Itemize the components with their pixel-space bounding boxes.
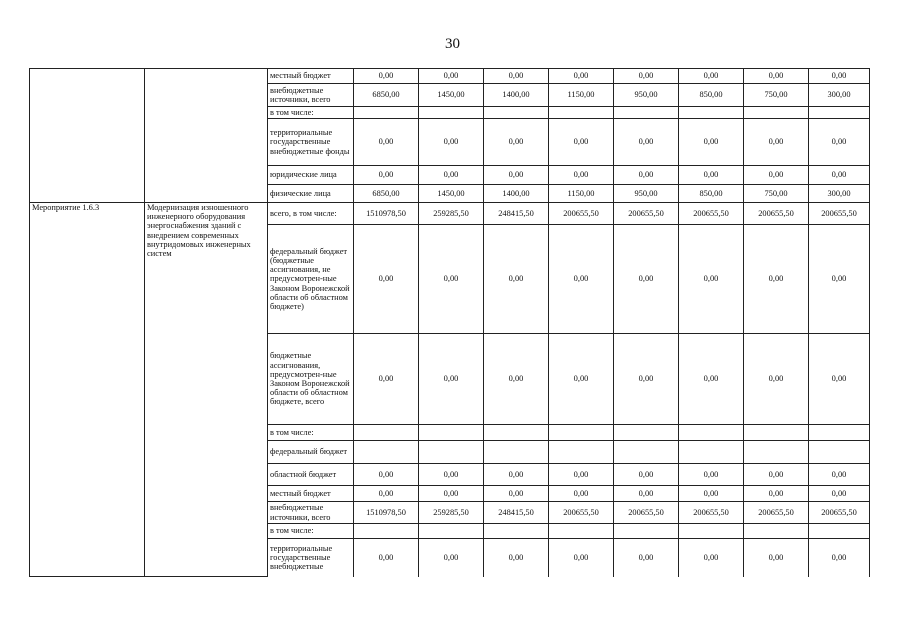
value-year-cell-6: 200655,50 <box>744 203 809 225</box>
value-year-cell-5: 0,00 <box>679 539 744 577</box>
value-year-cell-3: 0,00 <box>549 334 614 425</box>
measure-code-cell: Мероприятие 1.6.3 <box>30 203 145 577</box>
value-year-cell-2 <box>484 425 549 441</box>
value-year-cell-3: 0,00 <box>549 486 614 502</box>
table-row <box>30 69 870 84</box>
value-year-cell-1 <box>419 441 484 464</box>
value-year-cell-3: 1150,00 <box>549 185 614 203</box>
value-year-cell-3: 0,00 <box>549 464 614 486</box>
value-year-cell-4: 0,00 <box>614 69 679 84</box>
value-year-cell-7: 0,00 <box>809 334 870 425</box>
value-year-cell-4 <box>614 441 679 464</box>
value-year-cell-6: 0,00 <box>744 539 809 577</box>
value-year-cell-3 <box>549 524 614 539</box>
value-year-cell-2: 0,00 <box>484 334 549 425</box>
value-year-cell-7: 0,00 <box>809 464 870 486</box>
value-year-cell-2: 1400,00 <box>484 84 549 107</box>
value-year-cell-5: 0,00 <box>679 464 744 486</box>
value-year-cell-5: 0,00 <box>679 486 744 502</box>
funding-source-в-том-числе: в том числе: <box>268 107 354 119</box>
value-year-cell-3: 0,00 <box>549 225 614 334</box>
table-row <box>30 203 870 225</box>
table-body <box>30 69 870 577</box>
funding-source-внебюджетные-источники-всего: внебюджетные источники, всего <box>268 502 354 524</box>
funding-source-физические-лица: физические лица <box>268 185 354 203</box>
value-year-cell-1: 259285,50 <box>419 502 484 524</box>
funding-source-юридические-лица: юридические лица <box>268 166 354 185</box>
value-year-cell-2 <box>484 524 549 539</box>
value-year-cell-4: 950,00 <box>614 84 679 107</box>
value-total-cell <box>354 107 419 119</box>
value-year-cell-7: 0,00 <box>809 119 870 166</box>
value-year-cell-5: 850,00 <box>679 185 744 203</box>
value-year-cell-4: 0,00 <box>614 225 679 334</box>
value-year-cell-4: 200655,50 <box>614 203 679 225</box>
value-year-cell-5: 0,00 <box>679 334 744 425</box>
value-total-cell: 0,00 <box>354 486 419 502</box>
value-year-cell-6: 0,00 <box>744 464 809 486</box>
value-total-cell: 1510978,50 <box>354 203 419 225</box>
value-year-cell-6: 0,00 <box>744 119 809 166</box>
value-year-cell-7 <box>809 425 870 441</box>
value-year-cell-1 <box>419 425 484 441</box>
value-total-cell: 0,00 <box>354 166 419 185</box>
value-year-cell-5: 200655,50 <box>679 203 744 225</box>
funding-source-в-том-числе: в том числе: <box>268 425 354 441</box>
value-year-cell-2: 1400,00 <box>484 185 549 203</box>
value-year-cell-1: 1450,00 <box>419 185 484 203</box>
value-year-cell-7: 0,00 <box>809 539 870 577</box>
funding-source-федеральный-бюджет-бюджетные-ассигновани: федеральный бюджет (бюджетные ассигнования, не предусмотрен-ные Законом Воронежской области об областном бюджете) <box>268 225 354 334</box>
value-year-cell-4 <box>614 425 679 441</box>
value-total-cell: 0,00 <box>354 464 419 486</box>
value-year-cell-1: 259285,50 <box>419 203 484 225</box>
value-year-cell-7: 300,00 <box>809 185 870 203</box>
value-year-cell-2 <box>484 441 549 464</box>
value-year-cell-3: 200655,50 <box>549 502 614 524</box>
value-year-cell-4: 0,00 <box>614 486 679 502</box>
value-total-cell: 0,00 <box>354 119 419 166</box>
value-total-cell: 6850,00 <box>354 185 419 203</box>
value-year-cell-1: 0,00 <box>419 225 484 334</box>
value-year-cell-1: 0,00 <box>419 69 484 84</box>
measure-code-cell-continued <box>30 69 145 203</box>
value-year-cell-4: 0,00 <box>614 119 679 166</box>
value-year-cell-4 <box>614 524 679 539</box>
value-year-cell-2: 0,00 <box>484 69 549 84</box>
value-year-cell-3 <box>549 425 614 441</box>
value-year-cell-7 <box>809 107 870 119</box>
value-year-cell-7: 200655,50 <box>809 203 870 225</box>
value-year-cell-7: 0,00 <box>809 486 870 502</box>
value-year-cell-7 <box>809 524 870 539</box>
value-year-cell-1: 0,00 <box>419 539 484 577</box>
value-year-cell-7: 200655,50 <box>809 502 870 524</box>
value-year-cell-6 <box>744 107 809 119</box>
funding-source-в-том-числе: в том числе: <box>268 524 354 539</box>
value-year-cell-1 <box>419 107 484 119</box>
value-year-cell-1: 0,00 <box>419 334 484 425</box>
value-year-cell-5 <box>679 441 744 464</box>
value-year-cell-7: 300,00 <box>809 84 870 107</box>
funding-source-местный-бюджет: местный бюджет <box>268 69 354 84</box>
value-year-cell-3 <box>549 107 614 119</box>
value-year-cell-4: 950,00 <box>614 185 679 203</box>
funding-source-бюджетные-ассигнования-предусмотрен-ные-: бюджетные ассигнования, предусмотрен-ные Законом Воронежской области об областном бюджете, всего <box>268 334 354 425</box>
value-year-cell-6 <box>744 425 809 441</box>
value-year-cell-4: 0,00 <box>614 539 679 577</box>
value-year-cell-2 <box>484 107 549 119</box>
funding-source-внебюджетные-источники-всего: внебюджетные источники, всего <box>268 84 354 107</box>
value-year-cell-6: 200655,50 <box>744 502 809 524</box>
funding-source-всего-в-том-числе: всего, в том числе: <box>268 203 354 225</box>
value-year-cell-2: 0,00 <box>484 119 549 166</box>
value-year-cell-3: 0,00 <box>549 166 614 185</box>
value-year-cell-5: 0,00 <box>679 225 744 334</box>
value-year-cell-2: 248415,50 <box>484 203 549 225</box>
value-year-cell-1: 0,00 <box>419 464 484 486</box>
value-year-cell-3: 200655,50 <box>549 203 614 225</box>
value-year-cell-6: 0,00 <box>744 69 809 84</box>
value-year-cell-2: 0,00 <box>484 166 549 185</box>
value-total-cell <box>354 441 419 464</box>
value-year-cell-3: 0,00 <box>549 119 614 166</box>
value-year-cell-6 <box>744 441 809 464</box>
value-year-cell-5: 200655,50 <box>679 502 744 524</box>
value-year-cell-1: 0,00 <box>419 166 484 185</box>
value-year-cell-2: 0,00 <box>484 464 549 486</box>
value-total-cell: 0,00 <box>354 69 419 84</box>
value-total-cell: 0,00 <box>354 225 419 334</box>
value-year-cell-4: 0,00 <box>614 464 679 486</box>
funding-source-местный-бюджет: местный бюджет <box>268 486 354 502</box>
value-year-cell-2: 248415,50 <box>484 502 549 524</box>
value-year-cell-3: 1150,00 <box>549 84 614 107</box>
measure-name-cell-continued <box>145 69 268 203</box>
funding-source-федеральный-бюджет: федеральный бюджет <box>268 441 354 464</box>
value-year-cell-5: 0,00 <box>679 119 744 166</box>
value-year-cell-4: 0,00 <box>614 166 679 185</box>
value-total-cell <box>354 524 419 539</box>
value-year-cell-3 <box>549 441 614 464</box>
value-year-cell-7 <box>809 441 870 464</box>
value-year-cell-1: 0,00 <box>419 119 484 166</box>
value-year-cell-4: 200655,50 <box>614 502 679 524</box>
value-year-cell-2: 0,00 <box>484 486 549 502</box>
value-year-cell-1: 0,00 <box>419 486 484 502</box>
value-year-cell-1 <box>419 524 484 539</box>
value-year-cell-4: 0,00 <box>614 334 679 425</box>
value-year-cell-2: 0,00 <box>484 225 549 334</box>
value-year-cell-5 <box>679 107 744 119</box>
funding-source-территориальные-государственные-внебюдже: территориальные государственные внебюджетные фонды <box>268 119 354 166</box>
measure-name-cell: Модернизация изношенного инженерного оборудования энергоснабжения зданий с внедрением современных внутридомовых инженерных систем <box>145 203 268 577</box>
page-number: 30 <box>445 36 460 52</box>
value-year-cell-3: 0,00 <box>549 539 614 577</box>
budget-table <box>29 68 870 577</box>
value-total-cell: 1510978,50 <box>354 502 419 524</box>
value-year-cell-5: 0,00 <box>679 166 744 185</box>
funding-source-территориальные-государственные-внебюдже: территориальные государственные внебюджетные <box>268 539 354 577</box>
value-year-cell-6: 750,00 <box>744 185 809 203</box>
value-total-cell: 0,00 <box>354 539 419 577</box>
value-year-cell-6 <box>744 524 809 539</box>
value-total-cell: 0,00 <box>354 334 419 425</box>
value-year-cell-3: 0,00 <box>549 69 614 84</box>
value-total-cell: 6850,00 <box>354 84 419 107</box>
value-year-cell-5: 0,00 <box>679 69 744 84</box>
value-year-cell-7: 0,00 <box>809 69 870 84</box>
value-year-cell-6: 0,00 <box>744 166 809 185</box>
value-year-cell-7: 0,00 <box>809 166 870 185</box>
value-total-cell <box>354 425 419 441</box>
value-year-cell-5 <box>679 425 744 441</box>
value-year-cell-5 <box>679 524 744 539</box>
value-year-cell-5: 850,00 <box>679 84 744 107</box>
value-year-cell-6: 0,00 <box>744 486 809 502</box>
value-year-cell-6: 750,00 <box>744 84 809 107</box>
value-year-cell-7: 0,00 <box>809 225 870 334</box>
value-year-cell-1: 1450,00 <box>419 84 484 107</box>
funding-source-областной-бюджет: областной бюджет <box>268 464 354 486</box>
value-year-cell-4 <box>614 107 679 119</box>
value-year-cell-2: 0,00 <box>484 539 549 577</box>
value-year-cell-6: 0,00 <box>744 225 809 334</box>
value-year-cell-6: 0,00 <box>744 334 809 425</box>
